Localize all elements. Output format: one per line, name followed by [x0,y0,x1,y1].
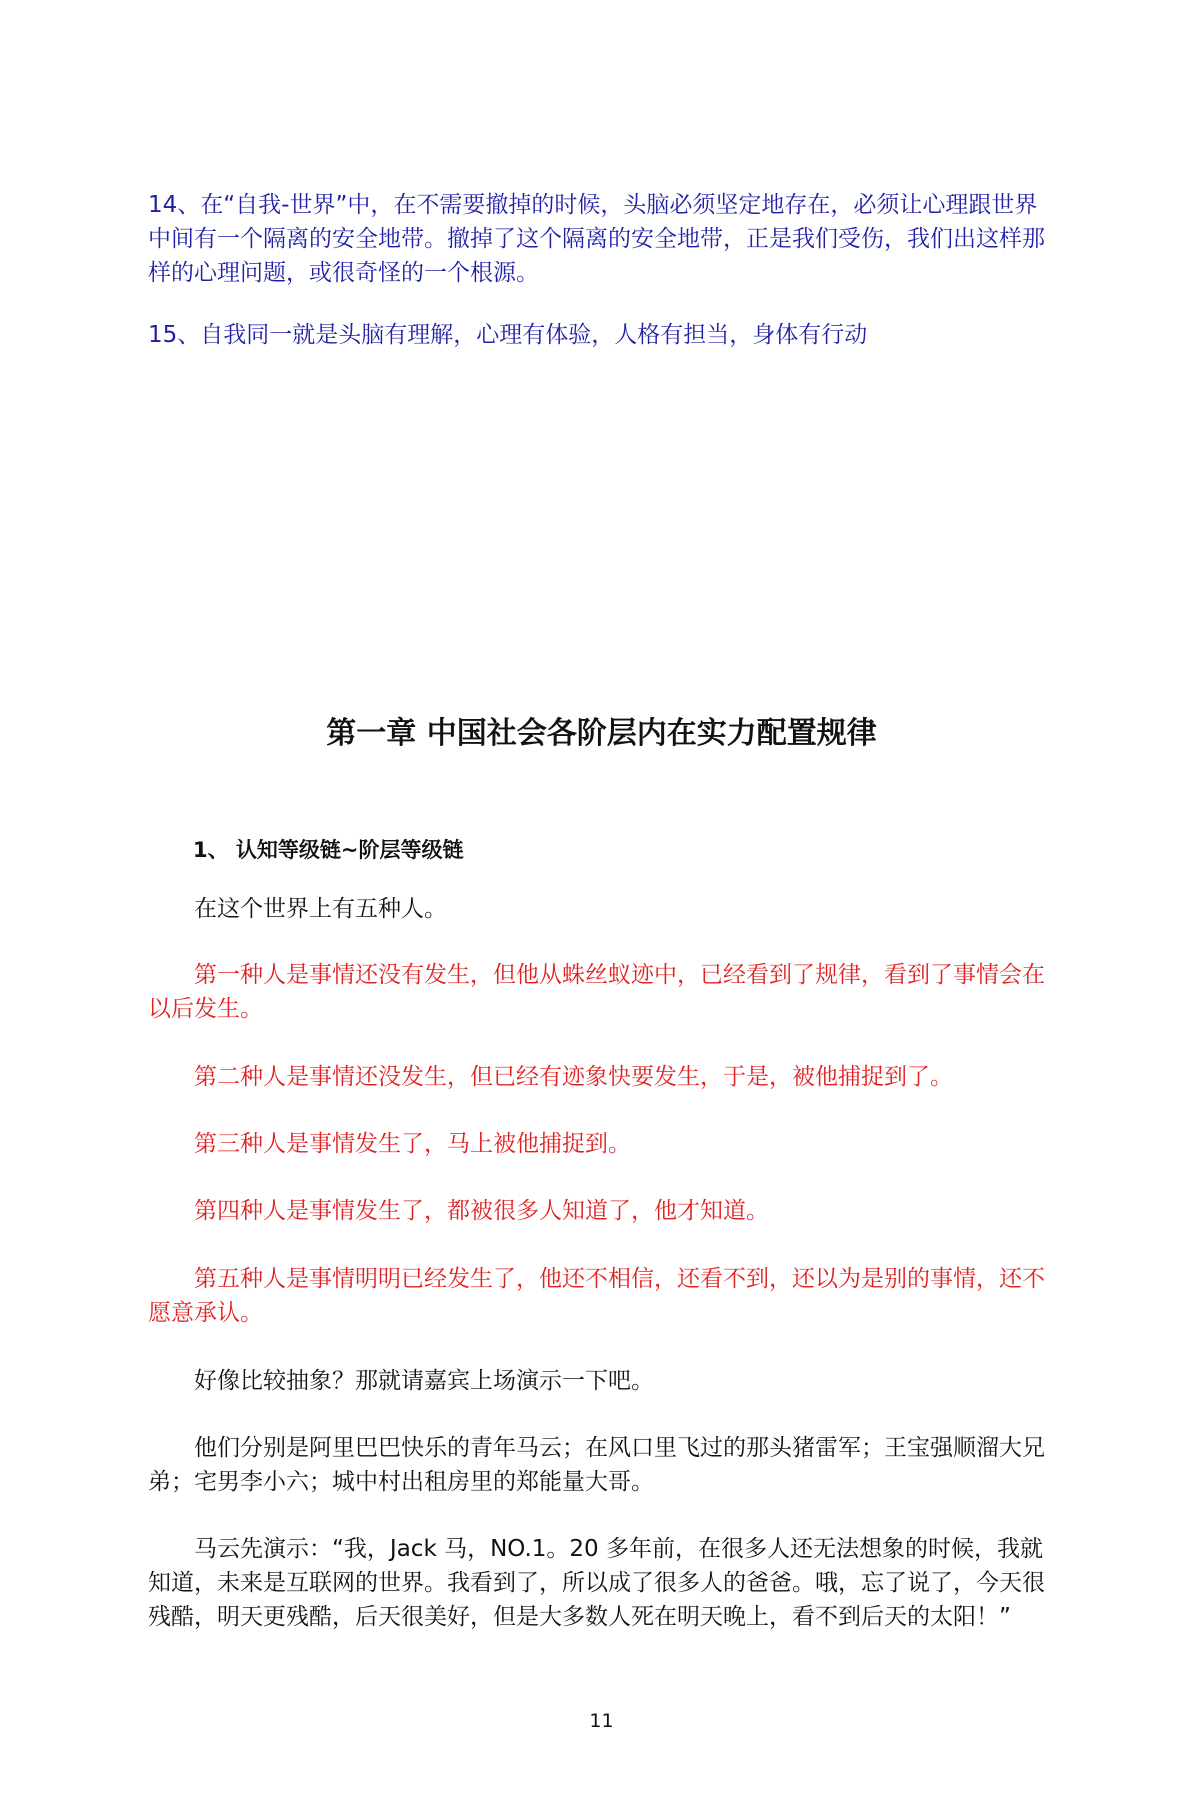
section-heading: 1、 认知等级链~阶层等级链 [193,838,464,862]
page-number: 11 [589,1710,614,1732]
paragraph-intro: 在这个世界上有五种人。 [194,896,447,922]
paragraph-type-3: 第三种人是事情发生了，马上被他捕捉到。 [194,1131,631,1157]
paragraph-abstract: 好像比较抽象？那就请嘉宾上场演示一下吧。 [194,1368,654,1394]
chapter-title: 第一章 中国社会各阶层内在实力配置规律 [326,716,877,751]
preface-item-14: 14、在“自我-世界”中，在不需要撤掉的时候，头脑必须坚定地存在，必须让心理跟世界中间有一个隔离的安全地带。撤掉了这个隔离的安全地带，正是我们受伤，我们出这样那样的心理问题，或很奇怪的一个根源。 [148,192,1045,286]
paragraph-guests: 他们分别是阿里巴巴快乐的青年马云；在风口里飞过的那头猪雷军；王宝强顺溜大兄弟；宅男李小六；城中村出租房里的郑能量大哥。 [148,1435,1045,1495]
preface-item-15: 15、自我同一就是头脑有理解，心理有体验，人格有担当，身体有行动 [148,322,868,348]
paragraph-type-4: 第四种人是事情发生了，都被很多人知道了，他才知道。 [194,1198,769,1224]
paragraph-type-5: 第五种人是事情明明已经发生了，他还不相信，还看不到，还以为是别的事情，还不愿意承认。 [148,1266,1045,1326]
paragraph-type-1: 第一种人是事情还没有发生，但他从蛛丝蚁迹中，已经看到了规律，看到了事情会在以后发生。 [148,962,1045,1022]
paragraph-jack-ma: 马云先演示：“我，Jack 马，NO.1。20 多年前，在很多人还无法想象的时候，我就知道，未来是互联网的世界。我看到了，所以成了很多人的爸爸。哦，忘了说了，今天很残酷，明天更残酷，后天很美好，但是大多数人死在明天晚上，看不到后天的太阳！” [148,1536,1045,1630]
paragraph-type-2: 第二种人是事情还没发生，但已经有迹象快要发生，于是，被他捕捉到了。 [194,1064,953,1090]
